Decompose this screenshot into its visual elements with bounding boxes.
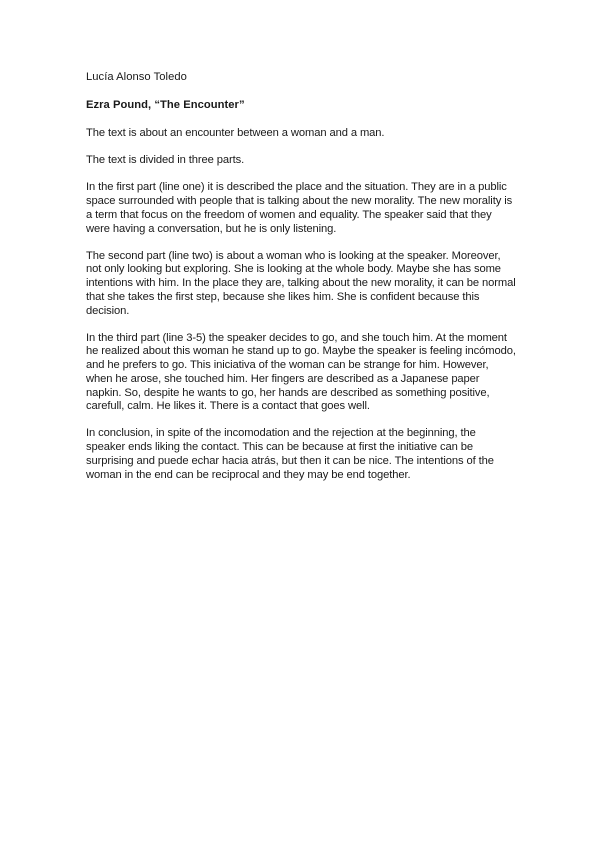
document-page (86, 71, 516, 496)
paragraph-intro: The text is about an encounter between a woman and a man. (86, 127, 385, 139)
paragraph-first-part: In the first part (line one) it is described the place and the situation. They are in a public space surrounded with people that is talking about the new morality. The new morality is a term that focus on the freedom of women and equality. The speaker said that they were having a conversation, but he is only listening. (86, 181, 513, 235)
essay-title: Ezra Pound, “The Encounter” (86, 99, 245, 111)
paragraph-structure: The text is divided in three parts. (86, 154, 245, 167)
paragraph-conclusion: In conclusion, in spite of the incomodation and the rejection at the beginning, the speaker ends liking the contact. This can be because at first the initiative can be surprising and puede echar hacia atrás, but then it can be nice. The intentions of the woman in the end can be reciprocal and they may be end together. (86, 427, 494, 481)
author-name: Lucía Alonso Toledo (86, 71, 187, 83)
paragraph-third-part: In the third part (line 3-5) the speaker decides to go, and she touch him. At the moment he realized about this woman he stand up to go. Maybe the speaker is feeling incómodo, and he prefers to go. This iniciativa of the woman can be strange for him. However, when he arose, she touched him. Her fingers are described as a Japanese paper napkin. So, despite he wants to go, her hands are described as something positive, carefull, calm. He likes it. There is a contact that goes well. (86, 331, 516, 413)
paragraph-second-part: The second part (line two) is about a woman who is looking at the speaker. Moreover, not only looking but exploring. She is looking at the whole body. Maybe she has some intentions with him. In the place they are, talking about the new morality, it can be normal that she takes the first step, because she likes him. She is confident because this decision. (86, 249, 516, 317)
